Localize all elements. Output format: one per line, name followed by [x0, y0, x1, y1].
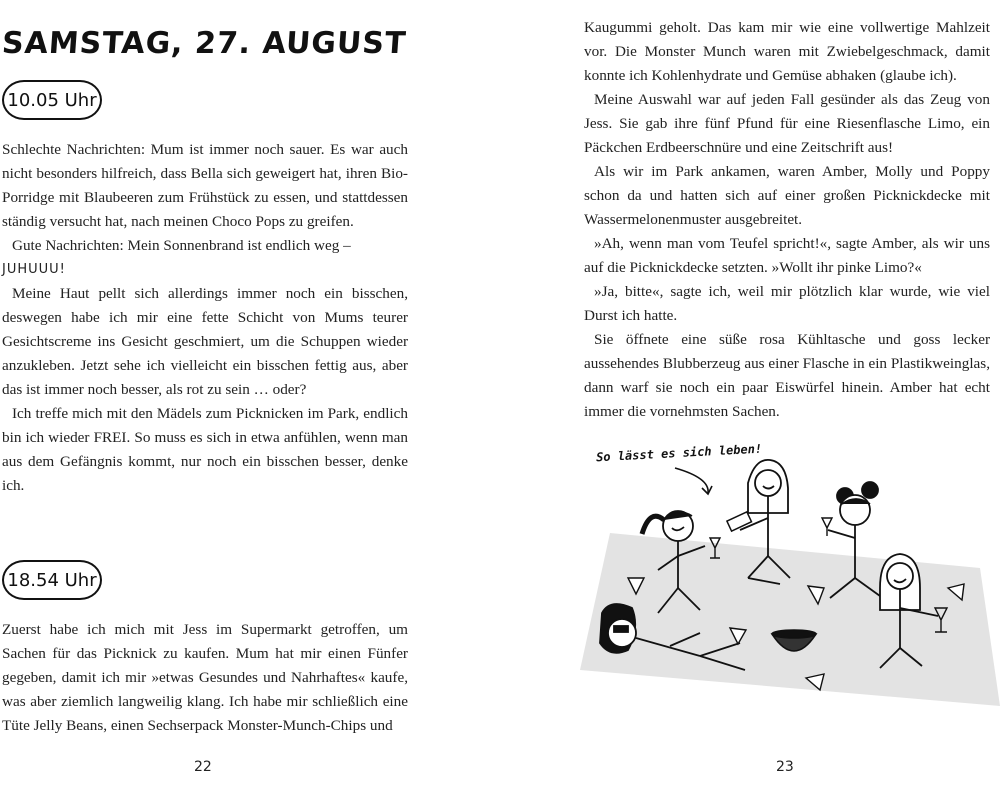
text-block-right	[584, 16, 990, 424]
date-heading: SAMSTAG, 27. AUGUST	[0, 26, 408, 61]
paragraph: Als wir im Park ankamen, waren Amber, Molly und Poppy schon da und hatten sich auf einer großen Picknickdecke mit Wassermelonenmuster ausgebreitet.	[584, 163, 990, 228]
page-number-right: 23	[776, 759, 794, 775]
paragraph: Gute Nachrichten: Mein Sonnenbrand ist endlich weg –	[12, 237, 351, 254]
paragraph: »Ah, wenn man vom Teufel spricht!«, sagte Amber, als wir uns auf die Picknickdecke setzten. »Wollt ihr pinke Limo?«	[584, 235, 990, 276]
picnic-illustration	[580, 438, 1000, 708]
text-block-morning	[2, 138, 408, 498]
right-page	[500, 0, 1000, 800]
page-number-left: 22	[194, 759, 212, 775]
time-bubble-1: 10.05 Uhr	[2, 80, 102, 120]
paragraph: Schlechte Nachrichten: Mum ist immer noch sauer. Es war auch nicht besonders hilfreich, dass Bella sich geweigert hat, ihren Bio-Porridge mit Blaubeeren zum Frühstück zu essen, und stattdessen ständig versucht hat, nach meinen Choco Pops zu greifen.	[2, 141, 408, 230]
handwritten-exclamation: JUHUUU!	[2, 262, 66, 277]
picnic-blanket	[580, 533, 1000, 706]
paragraph: Meine Auswahl war auf jeden Fall gesünder als das Zeug von Jess. Sie gab ihre fünf Pfund für eine Riesenflasche Limo, ein Päckchen Erdbeerschnüre und eine Zeitschrift aus!	[584, 91, 990, 156]
text-block-evening	[2, 618, 408, 738]
paragraph: Ich treffe mich mit den Mädels zum Picknicken im Park, endlich bin ich wieder FREI. So muss es sich in etwa anfühlen, wenn man aus dem Gefängnis kommt, nur noch ein bisschen besser, denke ich.	[2, 405, 408, 494]
illustration-caption: So lässt es sich leben!	[595, 441, 763, 465]
paragraph: »Ja, bitte«, sagte ich, weil mir plötzlich klar wurde, wie viel Durst ich hatte.	[584, 283, 990, 324]
paragraph: Kaugummi geholt. Das kam mir wie eine vollwertige Mahlzeit vor. Die Monster Munch waren mit Zwiebelgeschmack, damit konnte ich Kohlenhydrate und Gemüse abhaken (glaube ich).	[584, 19, 990, 84]
paragraph: Meine Haut pellt sich allerdings immer noch ein bisschen, deswegen habe ich mir eine fette Schicht von Mums teurer Gesichtscreme ins Gesicht geschmiert, um die Schuppen wieder anzukleben. Jetzt sehe ich vielleicht ein bisschen fettig aus, aber das ist immer noch besser, als rot zu sein … oder?	[2, 285, 408, 398]
time-bubble-2: 18.54 Uhr	[2, 560, 102, 600]
paragraph: Zuerst habe ich mich mit Jess im Supermarkt getroffen, um Sachen für das Picknick zu kaufen. Mum hat mir einen Fünfer gegeben, damit ich mir »etwas Gesundes und Nahrhaftes« kaufe, was aber ziemlich langweilig klang. Ich habe mir schließlich eine Tüte Jelly Beans, einen Sechserpack Monster-Munch-Chips und	[2, 621, 408, 734]
paragraph: Sie öffnete eine süße rosa Kühltasche und goss lecker aussehendes Blubberzeug aus einer Flasche in ein Plastikweinglas, dann warf sie noch ein paar Eiswürfel hinein. Amber hat echt immer die vornehmsten Sachen.	[584, 331, 990, 420]
